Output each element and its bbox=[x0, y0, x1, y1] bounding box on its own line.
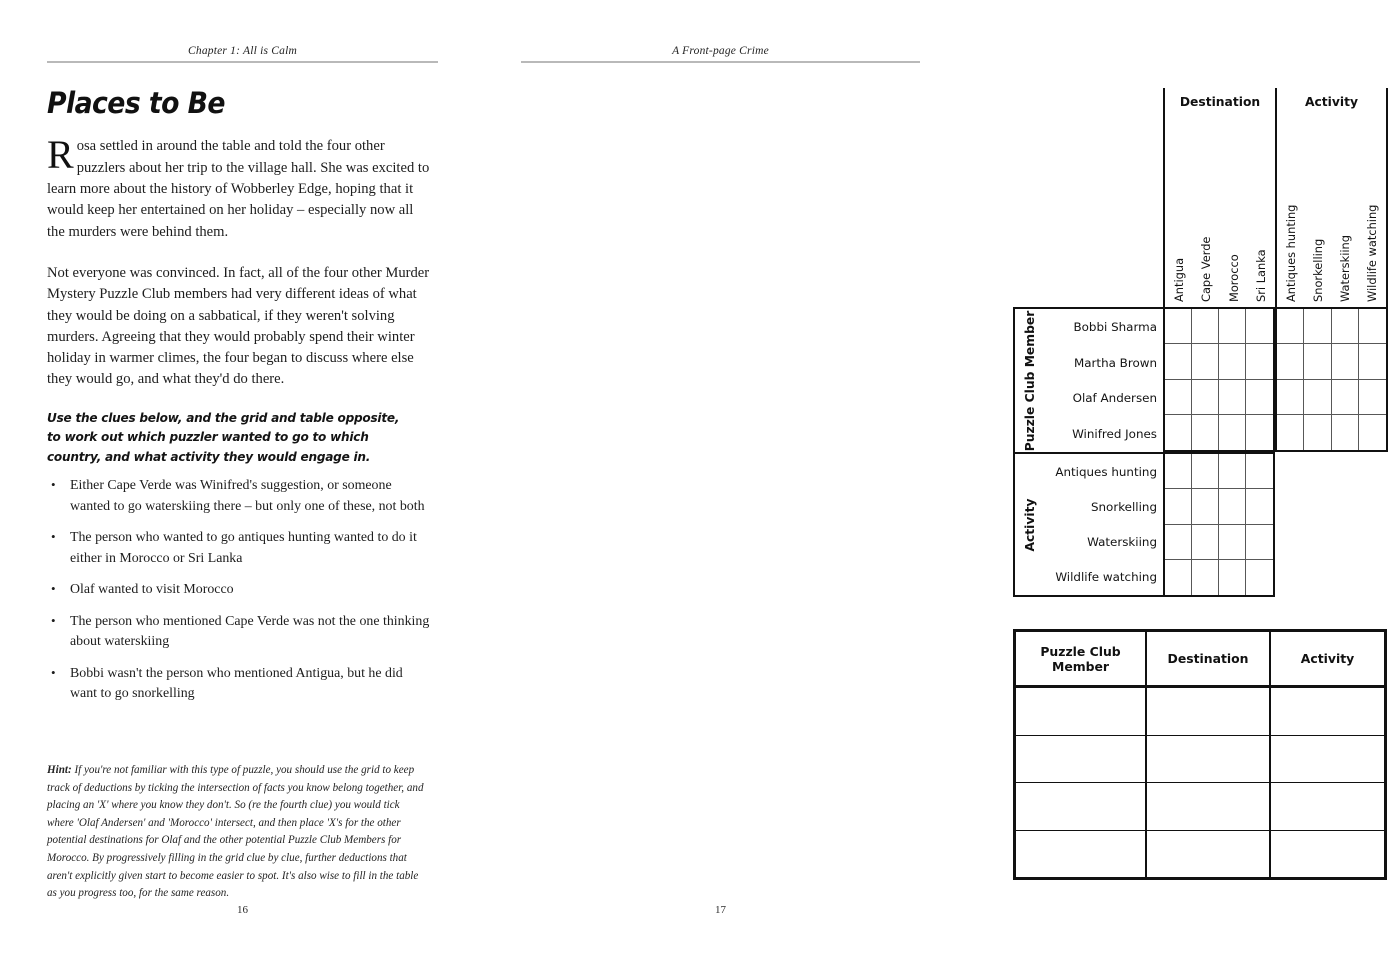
grid-cell[interactable] bbox=[1246, 560, 1273, 595]
grid-cell[interactable] bbox=[1359, 309, 1386, 344]
intro-paragraph-text: osa settled in around the table and told the four other puzzlers about her trip to the village hall. She was excited to learn more about the history of Wobberley Edge, hoping that it would keep her entertained on her holiday – especially now all the murders were behind them. bbox=[47, 138, 430, 240]
grid-cell[interactable] bbox=[1304, 415, 1331, 450]
grid-cell[interactable] bbox=[1246, 454, 1273, 489]
column-label-text: Antigua bbox=[1171, 257, 1186, 302]
row-label-antiques-hunting: Antiques hunting bbox=[1055, 464, 1157, 479]
right-page bbox=[480, 0, 1380, 960]
page-number-right: 17 bbox=[715, 904, 726, 916]
row-labels-activities bbox=[1043, 454, 1157, 595]
drop-cap: R bbox=[47, 132, 74, 178]
column-label-text: Antiques hunting bbox=[1283, 204, 1298, 302]
answer-cell-destination[interactable] bbox=[1147, 736, 1271, 783]
grid-cell[interactable] bbox=[1192, 344, 1219, 379]
grid-cell[interactable] bbox=[1359, 380, 1386, 415]
running-head-left: Chapter 1: All is Calm bbox=[188, 45, 297, 57]
hint-block bbox=[47, 762, 425, 903]
grid-cell[interactable] bbox=[1192, 415, 1219, 450]
grid-cell[interactable] bbox=[1219, 454, 1246, 489]
column-label-text: Cape Verde bbox=[1199, 236, 1214, 302]
logic-grid-column-headers bbox=[1163, 88, 1388, 307]
grid-cell[interactable] bbox=[1277, 344, 1304, 379]
grid-cell[interactable] bbox=[1219, 380, 1246, 415]
grid-cell[interactable] bbox=[1304, 309, 1331, 344]
row-label-waterskiing: Waterskiing bbox=[1087, 535, 1157, 550]
answer-cell-activity[interactable] bbox=[1271, 736, 1384, 783]
grid-cell[interactable] bbox=[1219, 560, 1246, 595]
answer-cell-activity[interactable] bbox=[1271, 688, 1384, 735]
grid-cell[interactable] bbox=[1219, 489, 1246, 524]
grid-cell[interactable] bbox=[1165, 344, 1192, 379]
bullet-icon: • bbox=[51, 529, 56, 545]
column-label-cape-verde bbox=[1193, 88, 1221, 307]
answer-cell-destination[interactable] bbox=[1147, 831, 1271, 878]
second-paragraph: Not everyone was convinced. In fact, all of the four other Murder Mystery Puzzle Club members had very different ideas of what they would be doing on a sabbatical, if they weren't solving murders. Agreeing that they would probably spend their winter holiday in warmer climes, the four began to discuss where else they would go, and what they'd do there. bbox=[47, 264, 430, 388]
grid-cell[interactable] bbox=[1165, 489, 1192, 524]
row-group-activity bbox=[1013, 452, 1163, 597]
running-head-right: A Front-page Crime bbox=[672, 45, 769, 57]
clue-text: The person who mentioned Cape Verde was not the one thinking about waterskiing bbox=[70, 613, 430, 650]
table-row[interactable] bbox=[1016, 688, 1384, 736]
matrix-member-activity[interactable] bbox=[1275, 307, 1388, 452]
answer-table bbox=[1013, 629, 1387, 880]
grid-cell[interactable] bbox=[1219, 415, 1246, 450]
row-label-martha-brown: Martha Brown bbox=[1073, 355, 1157, 370]
grid-cell[interactable] bbox=[1246, 344, 1273, 379]
grid-cell[interactable] bbox=[1192, 454, 1219, 489]
row-labels-members bbox=[1043, 309, 1157, 452]
bullet-icon: • bbox=[51, 477, 56, 493]
row-group-label: Activity bbox=[1023, 497, 1037, 552]
row-group-label-wrap bbox=[1017, 309, 1043, 452]
column-labels-destination bbox=[1165, 88, 1275, 307]
answer-table-header-activity: Activity bbox=[1300, 651, 1355, 666]
clue-text: Bobbi wasn't the person who mentioned Antigua, but he did want to go snorkelling bbox=[70, 665, 403, 702]
grid-cell[interactable] bbox=[1277, 415, 1304, 450]
grid-cell[interactable] bbox=[1165, 380, 1192, 415]
answer-cell-activity[interactable] bbox=[1271, 831, 1384, 878]
list-item bbox=[47, 664, 432, 705]
list-item bbox=[47, 528, 432, 569]
bullet-icon: • bbox=[51, 581, 56, 597]
answer-cell-activity[interactable] bbox=[1271, 783, 1384, 830]
grid-cell[interactable] bbox=[1304, 380, 1331, 415]
table-row[interactable] bbox=[1016, 783, 1384, 831]
row-label-winifred-jones: Winifred Jones bbox=[1072, 427, 1157, 442]
grid-cell[interactable] bbox=[1192, 489, 1219, 524]
grid-cell[interactable] bbox=[1304, 344, 1331, 379]
matrix-activity-destination[interactable] bbox=[1163, 452, 1275, 597]
list-item bbox=[47, 612, 432, 653]
page-number-left: 16 bbox=[237, 904, 248, 916]
grid-cell[interactable] bbox=[1219, 309, 1246, 344]
list-item bbox=[47, 476, 432, 517]
answer-table-header-row bbox=[1016, 632, 1384, 688]
grid-cell[interactable] bbox=[1332, 415, 1359, 450]
grid-cell[interactable] bbox=[1359, 415, 1386, 450]
column-label-text: Wildlife watching bbox=[1365, 204, 1380, 302]
answer-cell-destination[interactable] bbox=[1147, 783, 1271, 830]
column-label-text: Waterskiing bbox=[1338, 235, 1353, 302]
column-group-activity bbox=[1275, 88, 1388, 307]
answer-cell-member[interactable] bbox=[1016, 831, 1147, 878]
grid-cell[interactable] bbox=[1165, 454, 1192, 489]
answer-cell-member[interactable] bbox=[1016, 783, 1147, 830]
table-row[interactable] bbox=[1016, 736, 1384, 784]
logic-grid bbox=[1013, 88, 1388, 599]
left-page bbox=[0, 0, 480, 960]
grid-cell[interactable] bbox=[1165, 309, 1192, 344]
bullet-icon: • bbox=[51, 612, 56, 628]
column-labels-activity bbox=[1277, 88, 1386, 307]
grid-cell[interactable] bbox=[1219, 344, 1246, 379]
answer-cell-member[interactable] bbox=[1016, 688, 1147, 735]
column-label-morocco bbox=[1220, 88, 1248, 307]
row-label-olaf-andersen: Olaf Andersen bbox=[1072, 391, 1157, 406]
grid-cell[interactable] bbox=[1332, 344, 1359, 379]
grid-cell[interactable] bbox=[1332, 380, 1359, 415]
grid-cell[interactable] bbox=[1165, 560, 1192, 595]
grid-cell[interactable] bbox=[1246, 525, 1273, 560]
bullet-icon: • bbox=[51, 664, 56, 680]
instruction-text: Use the clues below, and the grid and table opposite, to work out which puzzler wanted to go to which country, and what activity they would engage in. bbox=[47, 409, 400, 464]
grid-cell[interactable] bbox=[1246, 415, 1273, 450]
row-label-wildlife-watching: Wildlife watching bbox=[1055, 570, 1157, 585]
answer-table-header-member: Puzzle Club Member bbox=[1016, 632, 1147, 685]
grid-cell[interactable] bbox=[1332, 309, 1359, 344]
grid-cell[interactable] bbox=[1165, 415, 1192, 450]
grid-cell[interactable] bbox=[1277, 309, 1304, 344]
page-title: Places to Be bbox=[47, 86, 225, 120]
grid-cell[interactable] bbox=[1192, 380, 1219, 415]
column-group-label: Activity bbox=[1304, 95, 1359, 109]
grid-cell[interactable] bbox=[1192, 560, 1219, 595]
grid-cell[interactable] bbox=[1246, 380, 1273, 415]
list-item bbox=[47, 580, 432, 601]
header-rule-left bbox=[47, 61, 438, 63]
hint-text: If you're not familiar with this type of puzzle, you should use the grid to keep track of deductions by ticking the intersection of facts you know belong together, and placing an 'X' where you know they don't. So (re the fourth clue) you would tick where 'Olaf Andersen' and 'Morocco' intersect, and then place 'X's for the other potential destinations for Olaf and the other potential Puzzle Club Members for Morocco. By progressively filling in the grid clue by clue, further deductions that aren't explicitly given start to become easier to spot. It's also wise to fill in the table as you progress too, for the same reason. bbox=[47, 764, 424, 900]
column-label-text: Snorkelling bbox=[1310, 238, 1325, 302]
column-label-snorkelling bbox=[1304, 88, 1331, 307]
header-rule-right bbox=[521, 61, 920, 63]
grid-cell[interactable] bbox=[1192, 525, 1219, 560]
clue-text: Olaf wanted to visit Morocco bbox=[70, 582, 234, 598]
answer-cell-destination[interactable] bbox=[1147, 688, 1271, 735]
answer-table-header-destination: Destination bbox=[1147, 632, 1271, 685]
row-group-label: Puzzle Club Member bbox=[1023, 310, 1037, 451]
matrix-member-destination[interactable] bbox=[1163, 307, 1275, 452]
grid-cell[interactable] bbox=[1246, 309, 1273, 344]
table-row[interactable] bbox=[1016, 831, 1384, 878]
row-group-label-wrap bbox=[1017, 454, 1043, 595]
column-label-antigua bbox=[1165, 88, 1193, 307]
column-label-antiques-hunting bbox=[1277, 88, 1304, 307]
column-label-text: Sri Lanka bbox=[1254, 249, 1269, 302]
row-group-puzzle-club-member bbox=[1013, 307, 1163, 452]
grid-cell[interactable] bbox=[1246, 489, 1273, 524]
column-label-wildlife-watching bbox=[1359, 88, 1386, 307]
grid-cell[interactable] bbox=[1219, 525, 1246, 560]
left-text-column bbox=[47, 88, 432, 716]
column-group-destination bbox=[1163, 88, 1275, 307]
grid-cell[interactable] bbox=[1359, 344, 1386, 379]
row-label-snorkelling: Snorkelling bbox=[1090, 499, 1157, 514]
column-label-waterskiing bbox=[1332, 88, 1359, 307]
grid-cell[interactable] bbox=[1277, 380, 1304, 415]
clue-text: Either Cape Verde was Winifred's suggestion, or someone wanted to go waterskiing there – but only one of these, not both bbox=[70, 478, 425, 514]
row-label-bobbi-sharma: Bobbi Sharma bbox=[1073, 319, 1157, 334]
hint-label: Hint: bbox=[47, 764, 72, 776]
answer-cell-member[interactable] bbox=[1016, 736, 1147, 783]
intro-paragraph bbox=[47, 132, 432, 242]
grid-cell[interactable] bbox=[1192, 309, 1219, 344]
column-group-label: Destination bbox=[1179, 95, 1261, 109]
column-label-text: Morocco bbox=[1226, 254, 1241, 302]
column-label-sri-lanka bbox=[1248, 88, 1276, 307]
clue-list bbox=[47, 476, 432, 705]
clue-text: The person who wanted to go antiques hunting wanted to do it either in Morocco or Sri Lanka bbox=[70, 530, 417, 566]
grid-cell[interactable] bbox=[1165, 525, 1192, 560]
